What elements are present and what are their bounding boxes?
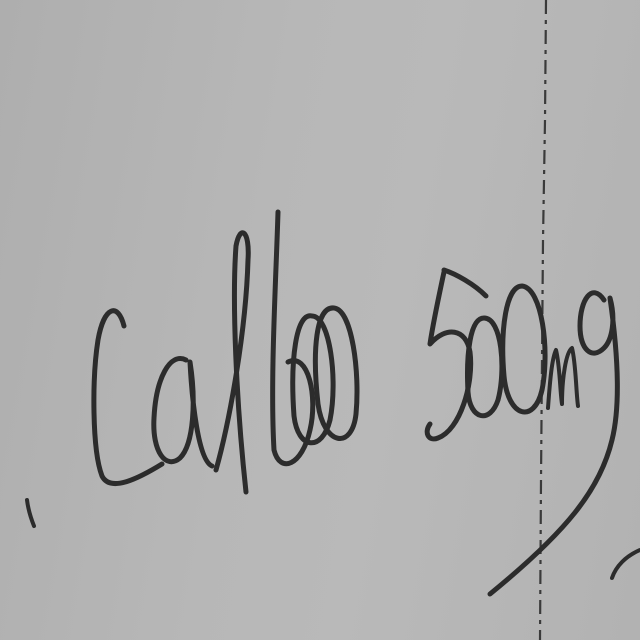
stray-mark-right [612,550,640,578]
letter-l [216,233,248,492]
letter-m [548,348,578,408]
digit-0-2 [503,286,545,412]
stray-mark-left [27,500,34,526]
letter-b [273,212,313,464]
letter-c [94,311,162,484]
letter-a [154,359,212,466]
signature-scribble [27,212,640,594]
letter-g [490,293,617,594]
